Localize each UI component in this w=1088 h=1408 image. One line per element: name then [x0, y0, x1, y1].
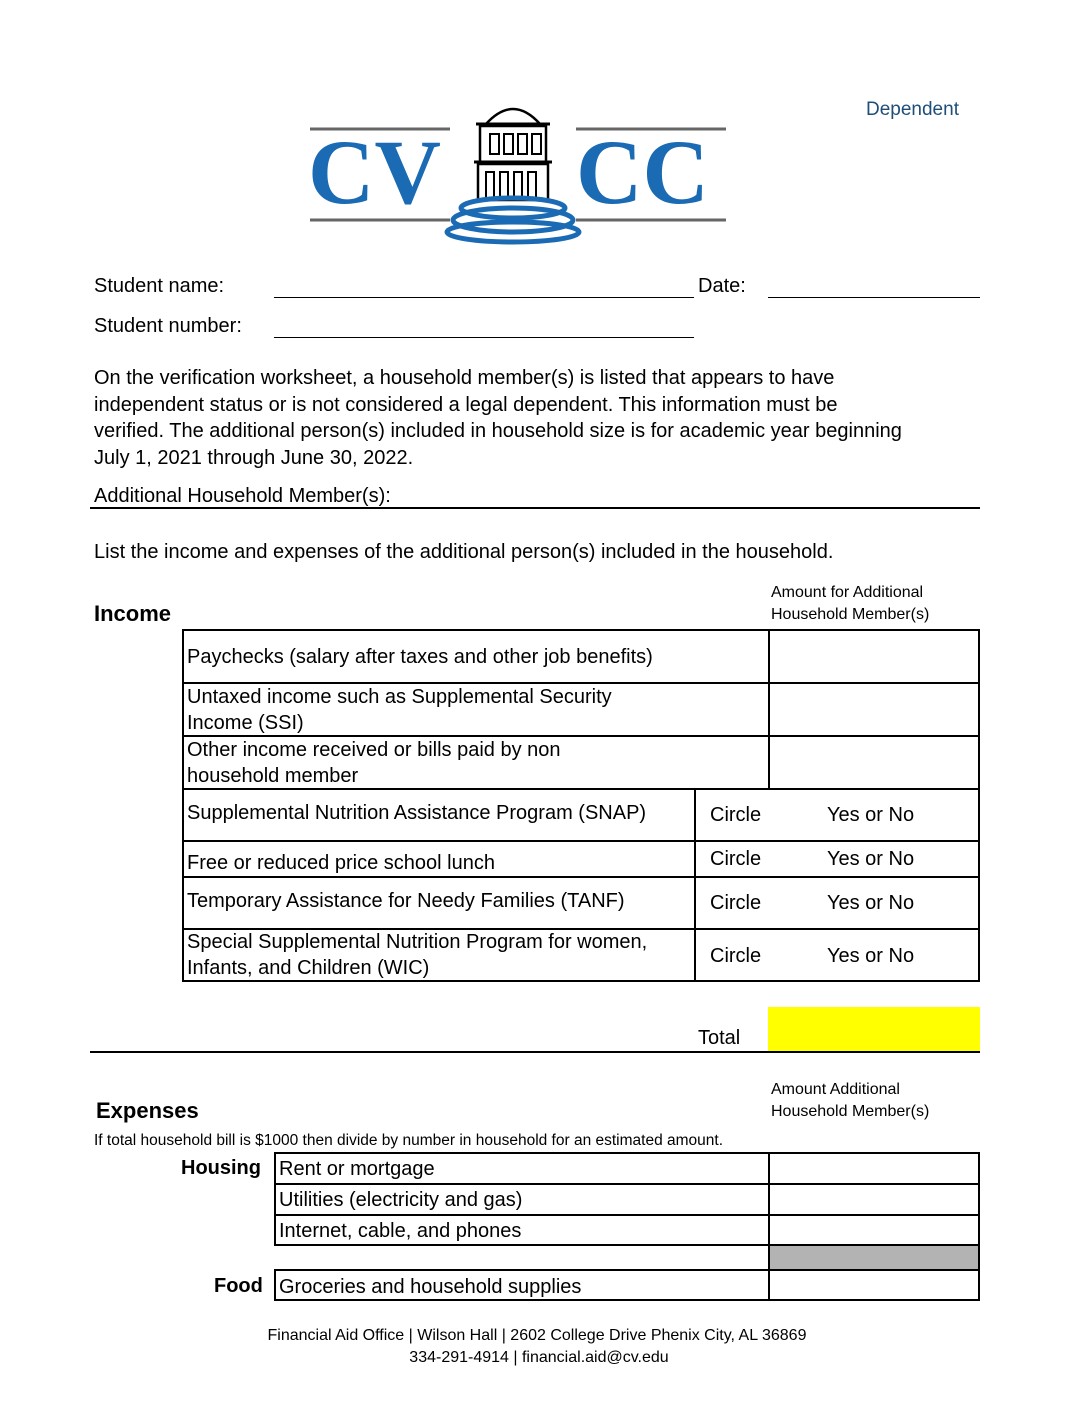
- logo-text-right: CC: [576, 121, 709, 223]
- table-rule: [274, 1269, 276, 1300]
- expense-row-label: Groceries and household supplies: [279, 1276, 582, 1298]
- expenses-amount-header-line: Household Member(s): [771, 1103, 930, 1120]
- benefit-row-label: [183, 846, 694, 876]
- housing-subtotal-cell: [770, 1246, 978, 1269]
- intro-line: verified. The additional person(s) included in household size is for academic year beginning: [94, 420, 902, 442]
- income-amount-cell[interactable]: [770, 684, 978, 735]
- total-amount-cell[interactable]: [768, 1007, 980, 1051]
- income-row-label: [183, 737, 768, 788]
- income-row-text: Paychecks (salary after taxes and other job benefits): [187, 645, 653, 668]
- student-number-field[interactable]: [274, 337, 694, 338]
- income-row-text: Income (SSI): [187, 711, 304, 734]
- footer-contact: 334-291-4914 | financial.aid@cv.edu: [409, 1349, 669, 1366]
- student-name-field[interactable]: [274, 297, 694, 298]
- benefit-row-text: Special Supplemental Nutrition Program for women,: [187, 931, 648, 953]
- benefit-row-text: Supplemental Nutrition Assistance Program (SNAP): [187, 802, 647, 824]
- food-category-label: Food: [214, 1275, 263, 1297]
- yes-no-options[interactable]: Yes or No: [827, 848, 915, 870]
- benefit-row-text: Temporary Assistance for Needy Families (TANF): [187, 890, 625, 912]
- benefit-row-label: [183, 930, 694, 980]
- intro-paragraph: [94, 365, 994, 471]
- table-rule: [182, 840, 980, 842]
- total-label: Total: [698, 1027, 741, 1049]
- expenses-amount-header: [771, 1079, 929, 1123]
- intro-line: independent status or is not considered a legal dependent. This information must be: [94, 393, 838, 416]
- income-section-divider: [90, 1051, 980, 1053]
- income-amount-cell[interactable]: [770, 631, 978, 682]
- yes-no-options[interactable]: Yes or No: [827, 892, 915, 914]
- document-status-label: Dependent: [866, 99, 959, 120]
- intro-line: On the verification worksheet, a household member(s) is listed that appears to have: [94, 367, 835, 389]
- expense-row-label: Internet, cable, and phones: [279, 1220, 522, 1242]
- table-rule: [274, 1152, 276, 1244]
- expense-row-label: Rent or mortgage: [279, 1158, 435, 1180]
- footer-address: Financial Aid Office | Wilson Hall | 2602 College Drive Phenix City, AL 36869: [267, 1327, 807, 1344]
- income-amount-header-line: Household Member(s): [771, 606, 930, 623]
- circle-instruction: Circle: [710, 804, 762, 826]
- additional-members-field[interactable]: [90, 507, 980, 509]
- logo-text-left: CV: [308, 121, 441, 223]
- income-row-label: [183, 631, 768, 682]
- intro-line: July 1, 2021 through June 30, 2022.: [94, 446, 414, 469]
- date-label: Date:: [698, 275, 746, 297]
- income-heading: Income: [94, 601, 172, 626]
- income-amount-header-line: Amount for Additional: [771, 584, 924, 601]
- student-number-label: Student number:: [94, 315, 242, 337]
- circle-instruction: Circle: [710, 892, 762, 914]
- table-rule: [694, 788, 696, 982]
- yes-no-options[interactable]: Yes or No: [827, 804, 915, 826]
- cvcc-logo: [308, 96, 728, 246]
- income-amount-cell[interactable]: [770, 737, 978, 788]
- table-rule: [978, 1152, 980, 1300]
- benefit-row-label: [183, 878, 694, 926]
- expense-amount-cell[interactable]: [770, 1216, 978, 1244]
- yes-no-options[interactable]: Yes or No: [827, 945, 915, 967]
- table-rule: [274, 1299, 980, 1301]
- benefit-row-label: [183, 790, 694, 838]
- expense-amount-cell[interactable]: [770, 1154, 978, 1183]
- expenses-amount-header-line: Amount Additional: [771, 1081, 900, 1098]
- additional-members-label: Additional Household Member(s):: [94, 485, 391, 507]
- circle-instruction: Circle: [710, 848, 762, 870]
- expense-row-label: Utilities (electricity and gas): [279, 1189, 523, 1211]
- student-name-label: Student name:: [94, 275, 225, 297]
- table-rule: [978, 629, 980, 982]
- benefit-row-text: Infants, and Children (WIC): [187, 957, 430, 979]
- income-amount-header: [771, 582, 929, 626]
- income-row-text: household member: [187, 764, 359, 787]
- list-instruction: List the income and expenses of the additional person(s) included in the household.: [94, 541, 834, 563]
- date-field[interactable]: [768, 297, 980, 298]
- benefit-row-text: Free or reduced price school lunch: [187, 852, 495, 874]
- expenses-heading: Expenses: [96, 1098, 199, 1123]
- income-row-text: Other income received or bills paid by non: [187, 738, 561, 761]
- expense-amount-cell[interactable]: [770, 1185, 978, 1214]
- income-row-label: [183, 684, 768, 735]
- housing-category-label: Housing: [181, 1157, 261, 1179]
- expenses-note: If total household bill is $1000 then divide by number in household for an estimated amount.: [94, 1132, 724, 1149]
- expense-amount-cell[interactable]: [770, 1271, 978, 1299]
- income-row-text: Untaxed income such as Supplemental Security: [187, 685, 612, 708]
- circle-instruction: Circle: [710, 945, 762, 967]
